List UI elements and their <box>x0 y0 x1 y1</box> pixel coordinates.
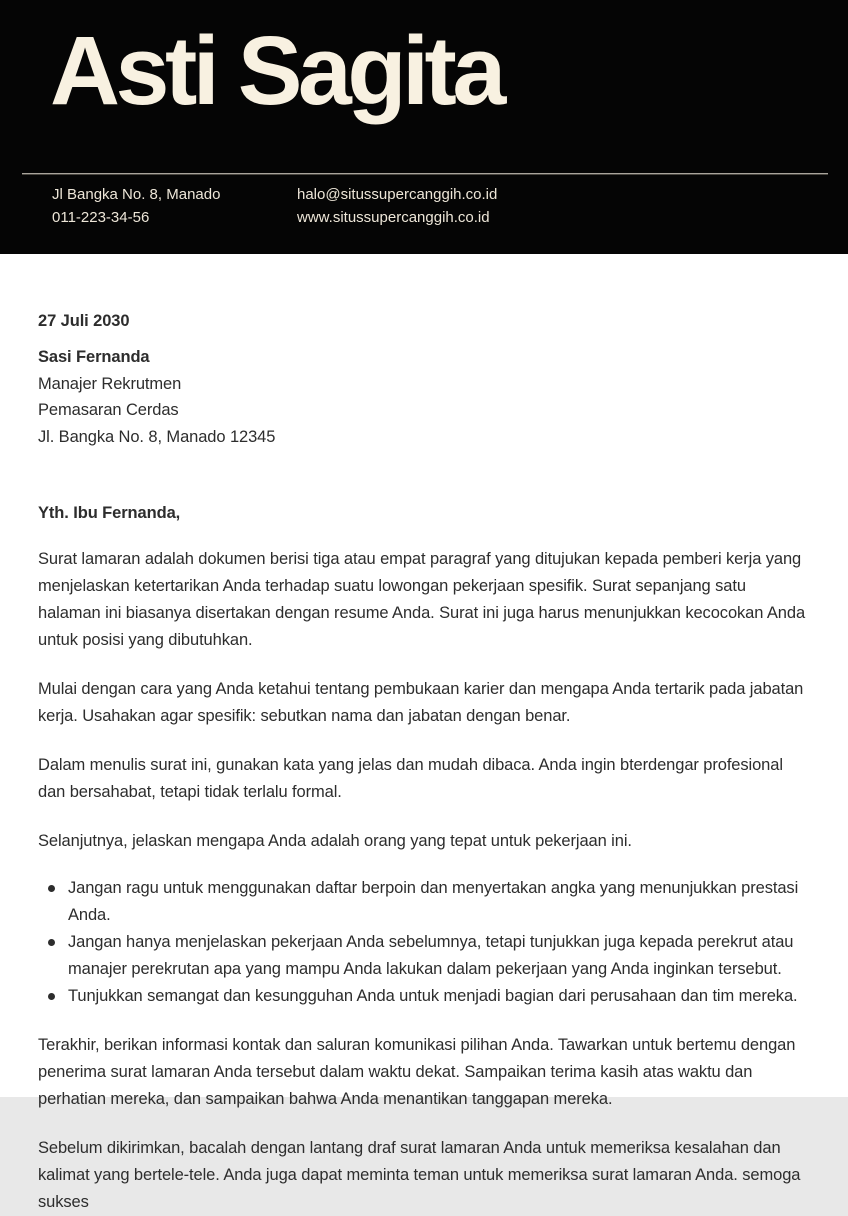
sender-address: Jl Bangka No. 8, Manado <box>52 186 221 203</box>
bullet-item: Jangan ragu untuk menggunakan daftar berpoin dan menyertakan angka yang menunjukkan prestasi Anda. <box>38 875 810 929</box>
sender-phone: 011-223-34-56 <box>52 208 150 226</box>
paragraph-intro: Surat lamaran adalah dokumen berisi tiga atau empat paragraf yang ditujukan kepada pemberi kerja yang menjelaskan ketertarikan Anda terhadap suatu lowongan pekerjaan spesifik. Surat sepanjang satu halaman ini biasanya disertakan dengan resume Anda. Surat ini juga harus menunjukkan kecocokan Anda untuk posisi yang dibutuhkan. <box>38 550 806 649</box>
paragraph-proofread-advice: Sebelum dikirimkan, bacalah dengan lantang draf surat lamaran Anda untuk memeriksa kesalahan dan kalimat yang bertele-tele. Anda juga dapat meminta teman untuk memeriksa surat lamaran Anda. semoga sukses <box>38 1139 801 1211</box>
contact-column-right <box>297 184 497 229</box>
recipient-name: Sasi Fernanda <box>38 348 150 366</box>
recipient-block <box>38 344 810 450</box>
bullet-item: Tunjukkan semangat dan kesungguhan Anda untuk menjadi bagian dari perusahaan dan tim mereka. <box>38 983 810 1010</box>
letter-date: 27 Juli 2030 <box>38 312 130 330</box>
recipient-address: Jl. Bangka No. 8, Manado 12345 <box>38 427 276 446</box>
bullet-item: Jangan hanya menjelaskan pekerjaan Anda sebelumnya, tetapi tunjukkan juga kepada perekrut atau manajer perekrutan apa yang mampu Anda lakukan dalam pekerjaan yang Anda inginkan tersebut. <box>38 929 810 983</box>
paragraph-fit-advice: Selanjutnya, jelaskan mengapa Anda adalah orang yang tepat untuk pekerjaan ini. <box>38 832 632 850</box>
contact-column-left <box>52 184 297 229</box>
bullet-list <box>38 875 810 1010</box>
sender-email: halo@situssupercanggih.co.id <box>297 186 498 203</box>
letterhead <box>0 0 848 254</box>
paragraph-tone-advice: Dalam menulis surat ini, gunakan kata yang jelas dan mudah dibaca. Anda ingin bterdengar profesional dan bersahabat, tetapi tidak terlalu formal. <box>38 756 783 801</box>
salutation: Yth. Ibu Fernanda, <box>38 504 181 522</box>
paragraph-contact-advice: Terakhir, berikan informasi kontak dan saluran komunikasi pilihan Anda. Tawarkan untuk bertemu dengan penerima surat lamaran Anda tersebut dalam waktu dekat. Sampaikan terima kasih atas waktu dan perhatian mereka, dan sampaikan bahwa Anda menantikan tanggapan mereka. <box>38 1036 796 1108</box>
recipient-company: Pemasaran Cerdas <box>38 401 179 419</box>
contact-info <box>52 184 497 229</box>
recipient-title: Manajer Rekrutmen <box>38 374 182 393</box>
sender-website: www.situssupercanggih.co.id <box>297 208 490 226</box>
header-divider <box>22 173 828 175</box>
letter-body <box>0 254 848 1216</box>
paragraph-opening-advice: Mulai dengan cara yang Anda ketahui tentang pembukaan karier dan mengapa Anda tertarik pada jabatan kerja. Usahakan agar spesifik: sebutkan nama dan jabatan dengan benar. <box>38 680 804 725</box>
sender-name: Asti Sagita <box>50 16 502 125</box>
